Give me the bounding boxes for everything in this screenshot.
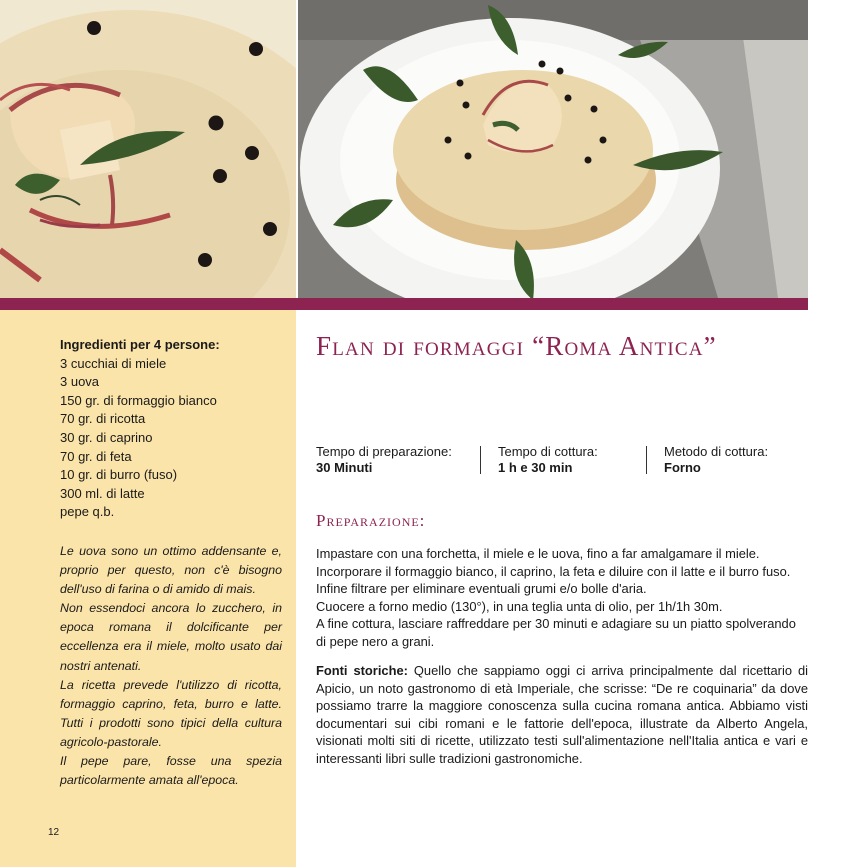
ingredient-item: pepe q.b. [60, 504, 115, 520]
prep-time-value: 30 Minuti [316, 460, 373, 475]
fonti-label: Fonti storiche: [316, 663, 408, 678]
fonti-text: Quello che sappiamo oggi ci arriva principalmente dal ricettario di Apicio, un noto gastronomo di età Imperiale, che scrisse: “De re coquinaria” da dove possiamo trarre la maggiore conoscenza sulla cucina romana antica. Abbiamo visti documentari sui cibi romani e le fattorie dell'epoca, illustrate da Alberto Angela, visionati molti siti di ricette, utilizzato testi sull'alimentazione nell'Italia antica e vari e interessanti libri sulle tradizioni gastronomiche. [316, 663, 808, 766]
note-paragraph: La ricetta prevede l'utilizzo di ricotta, formaggio caprino, feta, burro e latte. Tutti i prodotti sono tipici della cultura agricolo-pastorale. [60, 677, 282, 749]
ingredient-item: 3 cucchiai di miele [60, 355, 167, 371]
flan-plated-illustration [298, 0, 808, 298]
flan-plated-photo [298, 0, 808, 298]
ingredient-item: 300 ml. di latte [60, 485, 145, 501]
cook-method [664, 444, 768, 476]
prep-paragraph: Impastare con una forchetta, il miele e le uova, fino a far amalgamare il miele. Incorporare il formaggio bianco, il caprino, la feta e diluire con il latte e il burro fuso. Infine filtrare per eliminare eventuali grumi e/o bolle d'aria. [316, 546, 791, 596]
cook-method-label: Metodo di cottura: [664, 444, 769, 459]
recipe-meta [316, 444, 796, 476]
cook-time [498, 444, 598, 476]
note-paragraph: Il pepe pare, fosse una spezia particolarmente amata all'epoca. [60, 754, 282, 788]
ingredient-item: 70 gr. di feta [60, 448, 132, 464]
prep-paragraph: A fine cottura, lasciare raffreddare per 30 minuti e adagiare su un piatto spolverando di pepe nero a grani. [316, 616, 796, 649]
meta-divider [480, 446, 481, 474]
flan-closeup-illustration [0, 0, 296, 298]
flan-closeup-photo [0, 0, 296, 298]
ingredients-list [60, 336, 290, 522]
recipe-title: Flan di formaggi “Roma Antica” [316, 331, 717, 361]
ingredient-item: 150 gr. di formaggio bianco [60, 392, 217, 408]
preparazione-heading: Preparazione: [316, 511, 426, 530]
ingredient-item: 10 gr. di burro (fuso) [60, 467, 178, 483]
accent-band [0, 298, 808, 310]
meta-divider [646, 446, 647, 474]
note-paragraph: Le uova sono un ottimo addensante e, proprio per questo, non c'è bisogno dell'uso di farina o di amido di mais. [60, 544, 282, 597]
preparazione-text [316, 545, 808, 650]
ingredient-item: 30 gr. di caprino [60, 429, 153, 445]
ingredients-heading: Ingredienti per 4 persone: [60, 337, 220, 352]
note-paragraph: Non essendoci ancora lo zucchero, in epoca romana il dolcificante per eccellenza era il miele, molto usato dai nostri antenati. [60, 601, 282, 673]
sidebar-note [60, 542, 282, 790]
prep-time-label: Tempo di preparazione: [316, 444, 452, 459]
ingredient-item: 3 uova [60, 374, 100, 390]
page-number: 12 [48, 827, 60, 838]
ingredient-item: 70 gr. di ricotta [60, 411, 146, 427]
fonti-storiche [316, 662, 808, 767]
prep-paragraph: Cuocere a forno medio (130°), in una teglia unta di olio, per 1h/1h 30m. [316, 598, 723, 614]
cook-method-value: Forno [664, 460, 701, 475]
cook-time-label: Tempo di cottura: [498, 444, 598, 459]
cook-time-value: 1 h e 30 min [498, 460, 573, 475]
prep-time [316, 444, 452, 476]
